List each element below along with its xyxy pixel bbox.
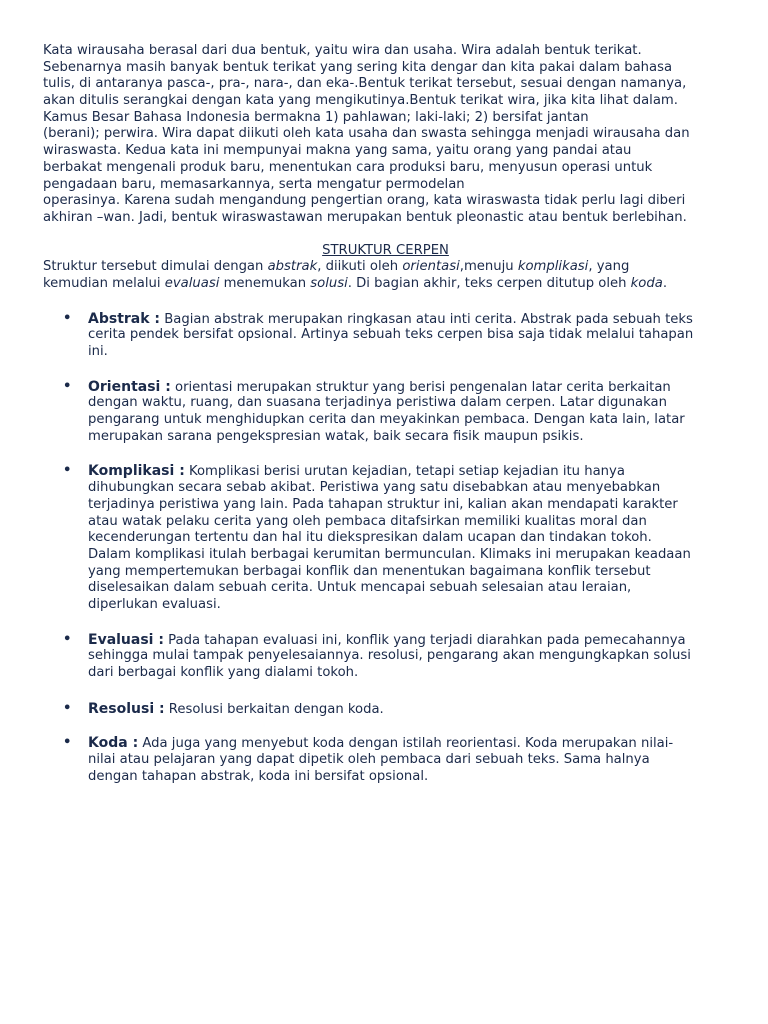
- item-line: pengarang untuk menghidupkan cerita dan meyakinkan pembaca. Dengan kata lain, latar: [88, 412, 685, 428]
- item-line: diperlukan evaluasi.: [88, 596, 221, 612]
- item-term: Koda :: [88, 735, 139, 752]
- item-text: Komplikasi berisi urutan kejadian, tetapi setiap kejadian itu hanya: [184, 464, 625, 480]
- intro-line: tulis, di antaranya pasca-, pra-, nara-, dan eka-.Bentuk terikat tersebut, sesuai dengan namanya,: [43, 76, 687, 92]
- item-text: Ada juga yang menyebut koda dengan istilah reorientasi. Koda merupakan nilai-: [138, 736, 674, 752]
- intro-line: operasinya. Karena sudah mengandung pengertian orang, kata wiraswasta tidak perlu lagi diberi: [43, 193, 686, 209]
- intro-line: akhiran –wan. Jadi, bentuk wiraswastawan merupakan bentuk pleonastic atau bentuk berlebihan.: [43, 209, 687, 225]
- list-item-koda: [43, 735, 728, 785]
- emphasis-komplikasi: komplikasi: [517, 259, 589, 275]
- document-page: [43, 43, 728, 785]
- list-item-komplikasi: [43, 463, 728, 613]
- bullet-icon: •: [63, 463, 72, 479]
- intro-paragraph: [43, 43, 728, 227]
- bullet-icon: •: [63, 310, 72, 326]
- item-line: [88, 632, 728, 649]
- item-line: sehingga mulai tampak penyelesaiannya. resolusi, pengarang akan mengungkapkan solusi: [88, 648, 691, 664]
- item-line: cerita pendek bersifat opsional. Artinya sebuah teks cerpen bisa saja tidak melalui tahapan: [88, 327, 694, 343]
- item-line: merupakan sarana pengekspresian watak, baik secara fisik maupun psikis.: [88, 428, 584, 444]
- item-text: orientasi merupakan struktur yang berisi pengenalan latar cerita berkaitan: [170, 379, 671, 395]
- item-text: Bagian abstrak merupakan ringkasan atau inti cerita. Abstrak pada sebuah teks: [160, 311, 693, 327]
- structure-intro-paragraph: [43, 259, 728, 292]
- text-run: Struktur tersebut dimulai dengan: [43, 259, 268, 275]
- item-line: terjadinya peristiwa yang lain. Pada tahapan struktur ini, kalian akan mendapati karakter: [88, 496, 678, 512]
- text-run: kemudian melalui: [43, 275, 165, 291]
- item-line: yang mempertemukan berbagai konflik dan menentukan bagaimana konflik tersebut: [88, 563, 651, 579]
- item-line: [88, 463, 728, 480]
- list-item-abstrak: [43, 311, 728, 361]
- emphasis-orientasi: orientasi: [402, 259, 460, 275]
- emphasis-koda: koda: [630, 275, 663, 291]
- item-line: [88, 735, 728, 752]
- item-line: nilai atau pelajaran yang dapat dipetik oleh pembaca dari sebuah teks. Sama halnya: [88, 752, 650, 768]
- bullet-icon: •: [63, 700, 72, 716]
- item-line: dari berbagai konflik yang dialami tokoh.: [88, 665, 359, 680]
- intro-line: Kamus Besar Bahasa Indonesia bermakna 1) pahlawan; laki-laki; 2) bersifat jantan: [43, 109, 589, 125]
- structure-intro-line: [43, 276, 728, 293]
- text-run: . Di bagian akhir, teks cerpen ditutup oleh: [347, 275, 631, 291]
- intro-line: berbakat mengenali produk baru, menentukan cara produksi baru, menyusun operasi untuk: [43, 159, 653, 175]
- item-line: atau watak pelaku cerita yang oleh pembaca ditafsirkan memiliki kualitas moral dan: [88, 513, 647, 529]
- text-run: , yang: [588, 259, 630, 275]
- text-run: , diikuti oleh: [317, 259, 403, 275]
- emphasis-abstrak: abstrak: [267, 259, 318, 275]
- item-term: Orientasi :: [88, 378, 171, 395]
- list-item-evaluasi: [43, 632, 728, 682]
- emphasis-solusi: solusi: [310, 275, 348, 291]
- intro-line: akan ditulis serangkai dengan kata yang mengikutinya.Bentuk terikat wira, jika kita lihat dalam.: [43, 93, 678, 109]
- text-run: menemukan: [219, 275, 311, 291]
- item-line: [88, 311, 728, 328]
- item-line: Dalam komplikasi itulah berbagai kerumitan bermunculan. Klimaks ini merupakan keadaan: [88, 546, 691, 562]
- item-line: kecenderungan tertentu dan hal itu diekspresikan dalam ucapan dan tindakan tokoh.: [88, 530, 652, 546]
- list-item-orientasi: [43, 379, 728, 446]
- bullet-icon: •: [63, 631, 72, 647]
- intro-line: pengadaan baru, memasarkannya, serta mengatur permodelan: [43, 176, 465, 192]
- item-term: Komplikasi :: [88, 463, 185, 480]
- item-line: [88, 379, 728, 396]
- item-line: dihubungkan secara sebab akibat. Peristiwa yang satu disebabkan atau menyebabkan: [88, 480, 661, 496]
- intro-line: Sebenarnya masih banyak bentuk terikat yang sering kita dengar dan kita pakai dalam bahasa: [43, 59, 673, 75]
- item-term: Abstrak :: [88, 310, 161, 327]
- item-line: dengan waktu, ruang, dan suasana terjadinya peristiwa dalam cerpen. Latar digunakan: [88, 395, 667, 411]
- item-text: Resolusi berkaitan dengan koda.: [164, 701, 384, 717]
- intro-line: (berani); perwira. Wira dapat diikuti oleh kata usaha dan swasta sehingga menjadi wirausaha dan: [43, 126, 690, 142]
- list-item-resolusi: [43, 701, 728, 718]
- emphasis-evaluasi: evaluasi: [164, 275, 220, 291]
- text-run: .: [662, 275, 668, 291]
- intro-line: Kata wirausaha berasal dari dua bentuk, yaitu wira dan usaha. Wira adalah bentuk terikat.: [43, 43, 642, 58]
- section-heading: [43, 243, 728, 260]
- item-term: Evaluasi :: [88, 631, 164, 648]
- item-line: ini.: [88, 344, 108, 359]
- structure-list: [43, 311, 728, 786]
- bullet-icon: •: [63, 735, 72, 751]
- item-line: diselesaikan dalam sebuah cerita. Untuk mencapai sebuah selesaian atau leraian,: [88, 580, 632, 596]
- item-term: Resolusi :: [88, 700, 165, 717]
- item-line: dengan tahapan abstrak, koda ini bersifat opsional.: [88, 768, 429, 784]
- text-run: ,menuju: [459, 259, 518, 275]
- heading-text: STRUKTUR CERPEN: [322, 242, 449, 258]
- intro-line: wiraswasta. Kedua kata ini mempunyai makna yang sama, yaitu orang yang pandai atau: [43, 143, 632, 159]
- structure-intro-line: [43, 259, 728, 276]
- bullet-icon: •: [63, 378, 72, 394]
- item-line: [88, 701, 728, 718]
- item-text: Pada tahapan evaluasi ini, konflik yang terjadi diarahkan pada pemecahannya: [163, 632, 686, 648]
